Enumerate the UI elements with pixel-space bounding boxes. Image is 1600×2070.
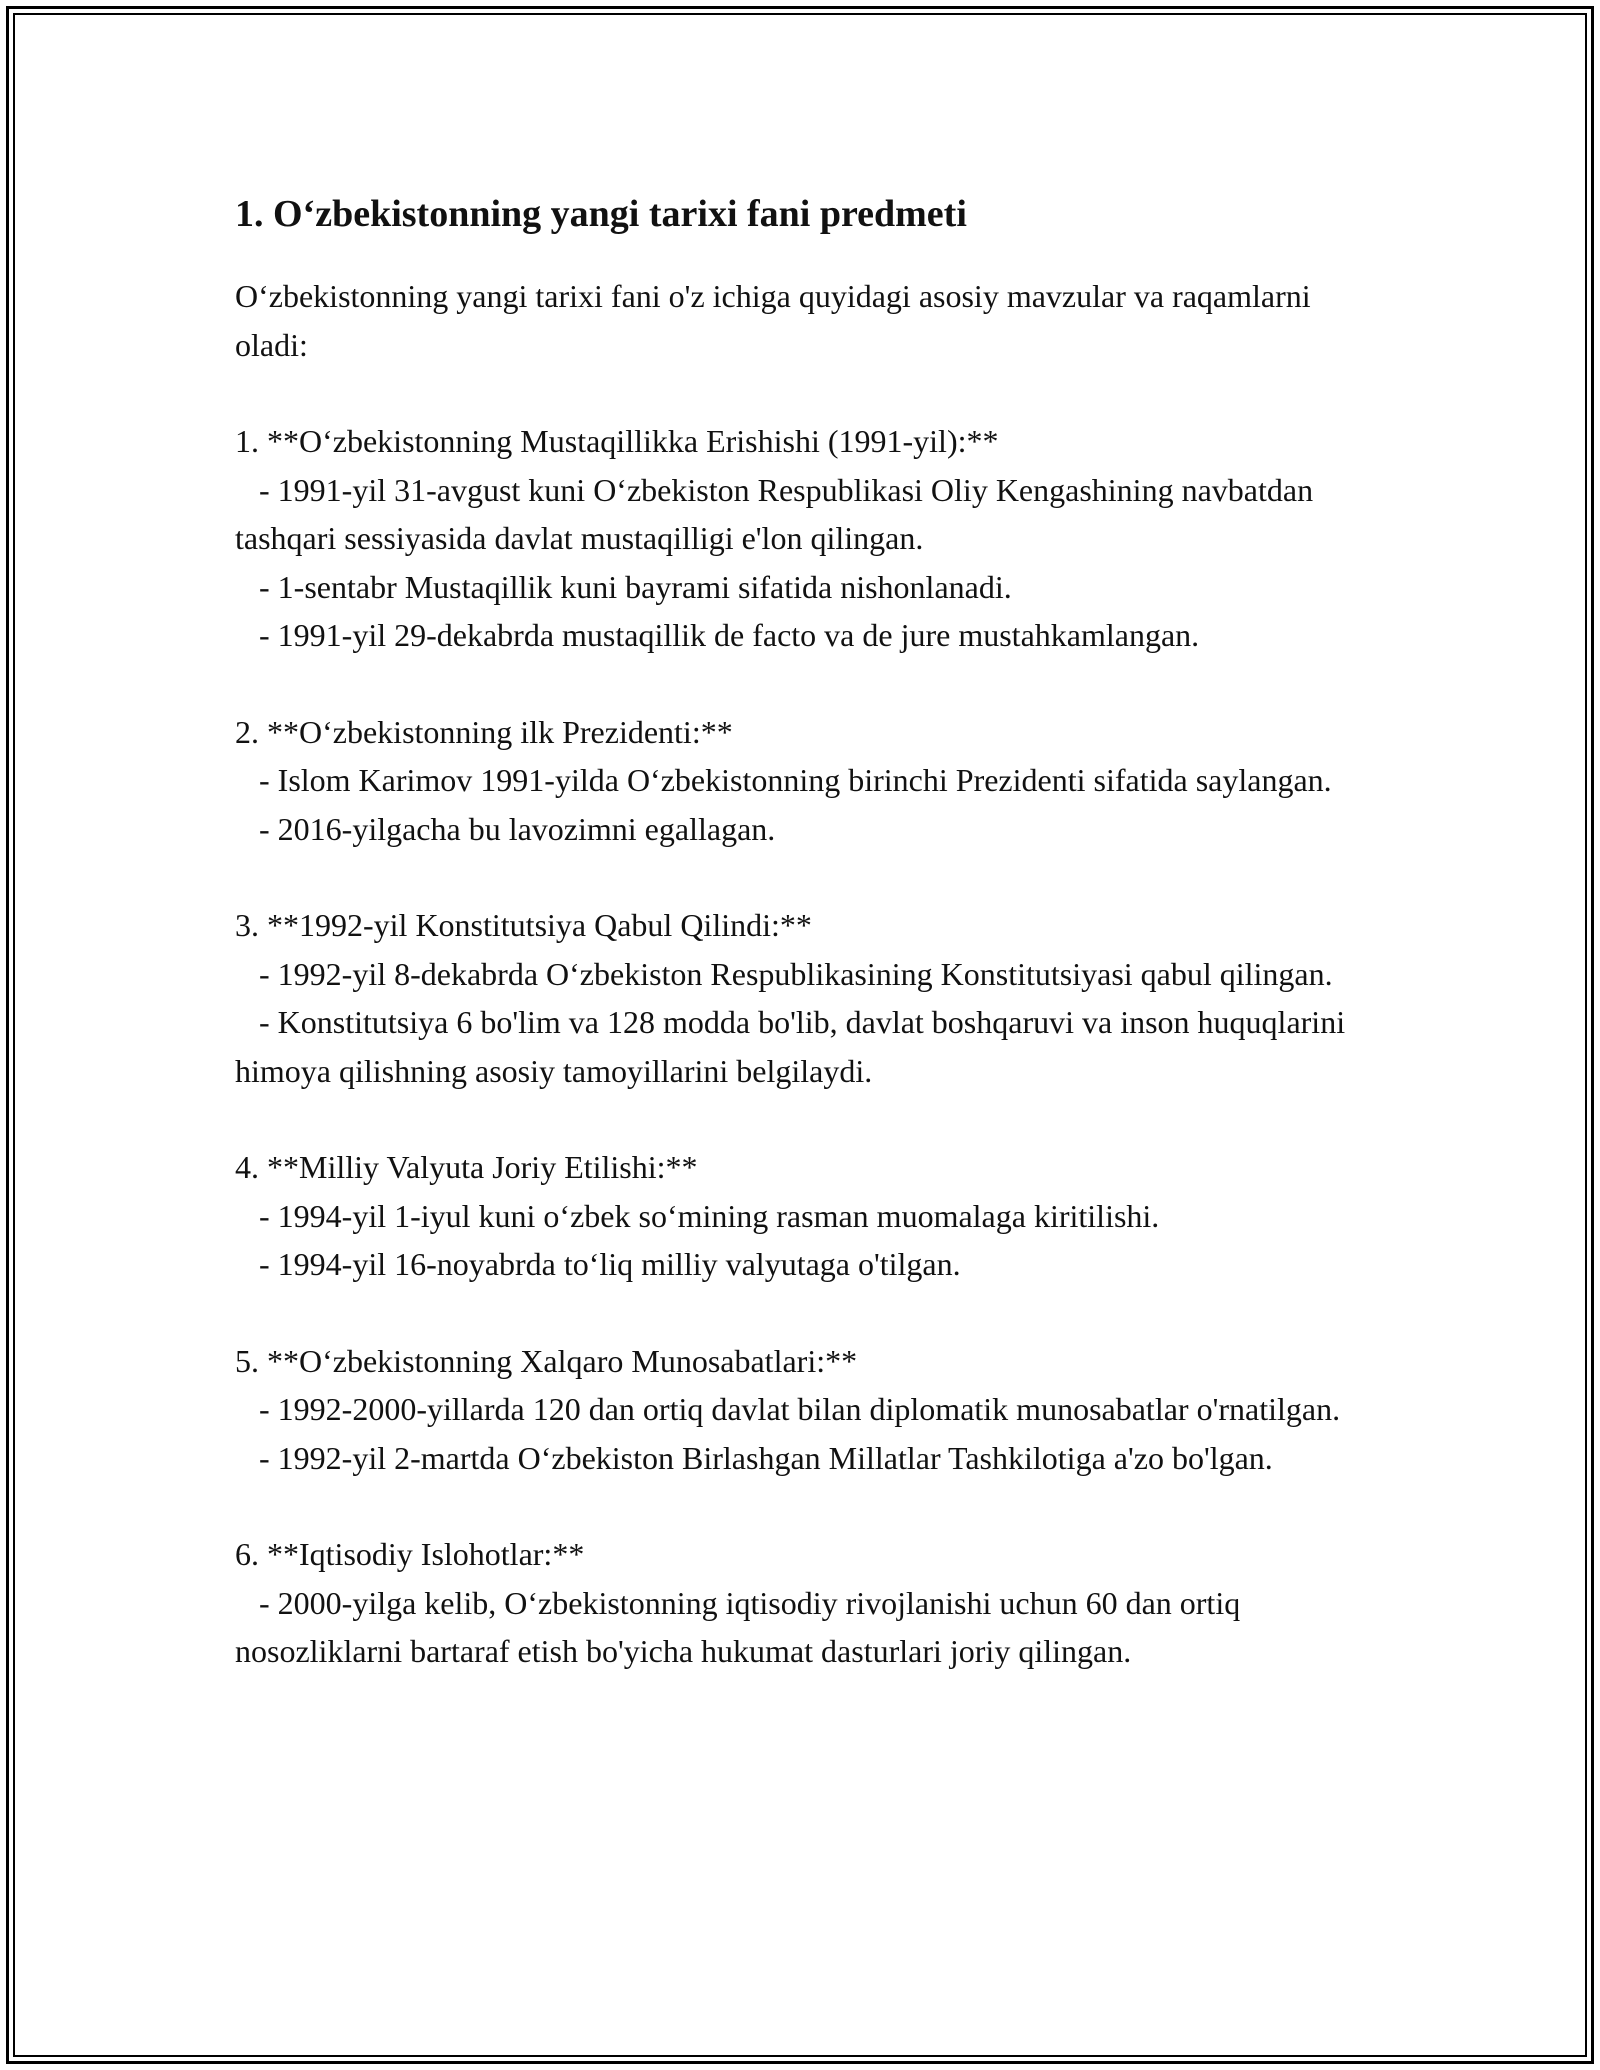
section-first-president — [235, 708, 1375, 854]
section-economic-reforms — [235, 1530, 1375, 1676]
section-constitution — [235, 901, 1375, 1095]
section-item: - 2016-yilgacha bu lavozimni egallagan. — [235, 810, 776, 847]
section-item: - 1992-yil 8-dekabrda O‘zbekiston Respublikasining Konstitutsiyasi qabul qilingan. — [235, 955, 1333, 992]
section-independence — [235, 417, 1375, 660]
section-item: - 1992-2000-yillarda 120 dan ortiq davlat bilan diplomatik munosabatlar o'rnatilgan. — [235, 1391, 1341, 1427]
section-item: - 1994-yil 1-iyul kuni o‘zbek so‘mining rasman muomalaga kiritilishi. — [235, 1197, 1160, 1234]
section-item: - 1994-yil 16-noyabrda to‘liq milliy valyutaga o'tilgan. — [235, 1246, 961, 1282]
document-body — [235, 186, 1375, 1724]
section-national-currency — [235, 1143, 1375, 1289]
section-title: 4. **Milliy Valyuta Joriy Etilishi:** — [235, 1149, 698, 1185]
section-item: - 1991-yil 31-avgust kuni O‘zbekiston Respublikasi Oliy Kengashining navbatdan tashqari sessiyasida davlat mustaqilligi e'lon qilingan. — [235, 471, 1322, 556]
section-title: 5. **O‘zbekistonning Xalqaro Munosabatlari:** — [235, 1342, 858, 1379]
section-item: - 1992-yil 2-martda O‘zbekiston Birlashgan Millatlar Tashkilotiga a'zo bo'lgan. — [235, 1439, 1273, 1476]
section-international-relations — [235, 1337, 1375, 1483]
section-item: - Konstitutsiya 6 bo'lim va 128 modda bo'lib, davlat boshqaruvi va inson huquqlarini himoya qilishning asosiy tamoyillarini belgilaydi. — [235, 1004, 1354, 1089]
section-item: - Islom Karimov 1991-yilda O‘zbekistonning birinchi Prezidenti sifatida saylangan. — [235, 762, 1332, 798]
document-heading: 1. O‘zbekistonning yangi tarixi fani predmeti — [235, 193, 967, 235]
section-item: - 1991-yil 29-dekabrda mustaqillik de facto va de jure mustahkamlangan. — [235, 617, 1200, 653]
intro-paragraph: O‘zbekistonning yangi tarixi fani o'z ichiga quyidagi asosiy mavzular va raqamlarni oladi: — [235, 278, 1311, 363]
section-title: 3. **1992-yil Konstitutsiya Qabul Qilindi:** — [235, 907, 812, 943]
section-item: - 2000-yilga kelib, O‘zbekistonning iqtisodiy rivojlanishi uchun 60 dan ortiq nosozliklarni bartaraf etish bo'yicha hukumat dasturlari joriy qilingan. — [235, 1584, 1249, 1669]
section-title: 1. **O‘zbekistonning Mustaqillikka Erishishi (1991-yil):** — [235, 423, 999, 459]
section-title: 2. **O‘zbekistonning ilk Prezidenti:** — [235, 713, 733, 750]
section-title: 6. **Iqtisodiy Islohotlar:** — [235, 1536, 585, 1572]
section-item: - 1-sentabr Mustaqillik kuni bayrami sifatida nishonlanadi. — [235, 568, 1012, 605]
